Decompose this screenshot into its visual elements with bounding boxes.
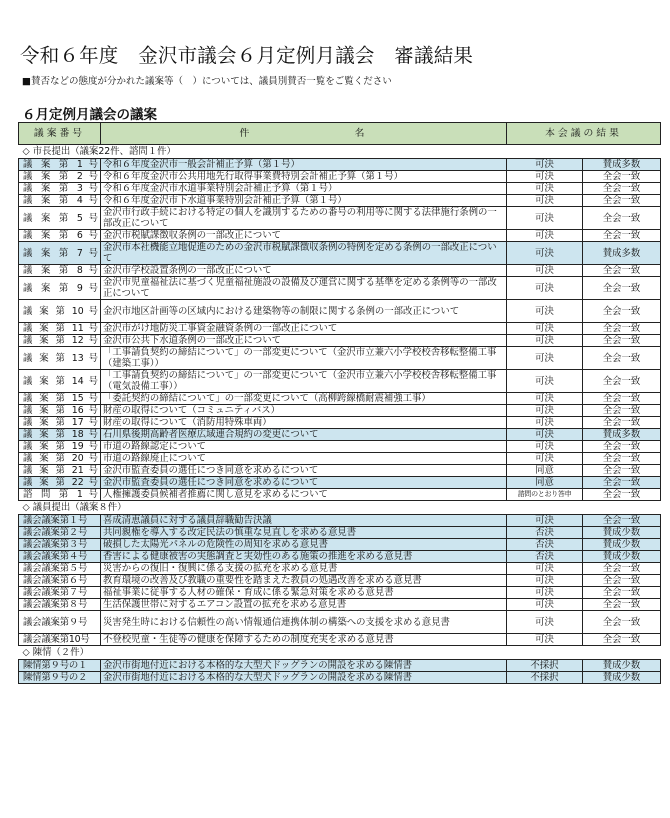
table-row (19, 672, 661, 684)
item-verdict: 可決 (507, 453, 583, 465)
item-number: 議会議案第２号 (19, 527, 101, 539)
page-note: ■賛否などの態度が分かれた議案等（ ）については、議員別賛否一覧をご覧ください (22, 76, 392, 87)
item-name: 金沢市街地付近における本格的な大型犬ドッグランの開設を求める陳情書 (101, 660, 507, 672)
item-verdict: 否決 (507, 539, 583, 551)
item-name: 香害による健康被害の実態調査と実効性のある施策の推進を求める意見書 (101, 551, 507, 563)
item-name: 令和６年度金沢市一般会計補正予算（第１号） (101, 159, 507, 171)
item-vote: 全会一致 (583, 599, 661, 611)
item-vote: 全会一致 (583, 489, 661, 501)
page-title: 令和６年度 金沢市議会６月定例月議会 審議結果 (20, 44, 474, 67)
item-number: 議 案 第 15 号 (19, 393, 101, 405)
item-verdict: 可決 (507, 230, 583, 242)
item-number: 議会議案第５号 (19, 563, 101, 575)
table-row (19, 453, 661, 465)
results-table (18, 122, 661, 684)
item-verdict: 可決 (507, 300, 583, 323)
item-vote: 全会一致 (583, 347, 661, 370)
item-vote: 賛成少数 (583, 527, 661, 539)
group-row (19, 145, 661, 159)
item-vote: 全会一致 (583, 265, 661, 277)
table-row (19, 489, 661, 501)
item-verdict: 可決 (507, 634, 583, 646)
item-number: 議 案 第 17 号 (19, 417, 101, 429)
item-name: 災害発生時における信頼性の高い情報通信連携体制の構築への支援を求める意見書 (101, 611, 507, 634)
item-verdict: 可決 (507, 441, 583, 453)
item-name: 金沢市本社機能立地促進のための金沢市税賦課徴収条例の特例を定める条例の一部改正について (101, 242, 507, 265)
item-name: 財産の取得について（コミュニティバス） (101, 405, 507, 417)
item-number: 議 案 第 21 号 (19, 465, 101, 477)
item-verdict: 可決 (507, 195, 583, 207)
table-row (19, 230, 661, 242)
item-name: 人権擁護委員候補者推薦に関し意見を求めるについて (101, 489, 507, 501)
table-row (19, 159, 661, 171)
item-vote: 全会一致 (583, 563, 661, 575)
table-header-row (19, 123, 661, 145)
item-name: 金沢市地区計画等の区域内における建築物等の制限に関する条例の一部改正について (101, 300, 507, 323)
item-number: 議 案 第 19 号 (19, 441, 101, 453)
item-verdict: 不採択 (507, 660, 583, 672)
table-row (19, 277, 661, 300)
item-number: 議 案 第 22 号 (19, 477, 101, 489)
item-name: 石川県後期高齢者医療広域連合規約の変更について (101, 429, 507, 441)
item-name: 教育環境の改善及び教職の重要性を踏まえた教員の処遇改善を求める意見書 (101, 575, 507, 587)
item-name: 金沢市監査委員の選任につき同意を求めるについて (101, 465, 507, 477)
table-row (19, 477, 661, 489)
item-number: 議 案 第 12 号 (19, 335, 101, 347)
item-vote: 賛成少数 (583, 551, 661, 563)
group-row (19, 501, 661, 515)
item-verdict: 否決 (507, 527, 583, 539)
table-row (19, 417, 661, 429)
item-name: 金沢市行政手続における特定の個人を識別するための番号の利用等に関する法律施行条例の一部改正について (101, 207, 507, 230)
group-row (19, 646, 661, 660)
table-row (19, 183, 661, 195)
item-verdict: 可決 (507, 405, 583, 417)
item-vote: 全会一致 (583, 370, 661, 393)
table-row (19, 323, 661, 335)
table-row (19, 551, 661, 563)
item-vote: 全会一致 (583, 417, 661, 429)
item-name: 「工事請負契約の締結について」の一部変更について（金沢市立兼六小学校校舎移転整備工事（建築工事）） (101, 347, 507, 370)
item-name: 金沢市がけ地防災工事資金融資条例の一部改正について (101, 323, 507, 335)
item-verdict: 可決 (507, 265, 583, 277)
item-vote: 全会一致 (583, 441, 661, 453)
item-vote: 全会一致 (583, 575, 661, 587)
item-vote: 全会一致 (583, 405, 661, 417)
group-title: ◇ 議員提出（議案８件） (19, 501, 661, 515)
item-name: 不登校児童・生徒等の健康を保障するための制度充実を求める意見書 (101, 634, 507, 646)
item-name: 共同親権を導入する改定民法の慎重な見直しを求める意見書 (101, 527, 507, 539)
table-row (19, 429, 661, 441)
item-number: 議会議案第６号 (19, 575, 101, 587)
item-vote: 全会一致 (583, 183, 661, 195)
table-row (19, 207, 661, 230)
table-row (19, 465, 661, 477)
item-verdict: 可決 (507, 587, 583, 599)
table-row (19, 599, 661, 611)
item-verdict: 可決 (507, 335, 583, 347)
group-title: ◇ 市長提出（議案22件、諮問１件） (19, 145, 661, 159)
item-number: 陳情第９号の１ (19, 660, 101, 672)
item-name: 「委託契約の締結について」の一部変更について（高柳跨線橋耐震補強工事） (101, 393, 507, 405)
item-verdict: 可決 (507, 563, 583, 575)
item-number: 議 案 第 10 号 (19, 300, 101, 323)
item-verdict: 不採択 (507, 672, 583, 684)
item-name: 金沢市街地付近における本格的な大型犬ドッグランの開設を求める陳情書 (101, 672, 507, 684)
table-row (19, 515, 661, 527)
item-name: 「工事請負契約の締結について」の一部変更について（金沢市立兼六小学校校舎移転整備工事（電気設備工事）） (101, 370, 507, 393)
table-row (19, 300, 661, 323)
table-row (19, 587, 661, 599)
item-vote: 全会一致 (583, 634, 661, 646)
item-number: 議 案 第 18 号 (19, 429, 101, 441)
item-verdict: 可決 (507, 171, 583, 183)
item-verdict: 可決 (507, 159, 583, 171)
item-name: 令和６年度金沢市水道事業特別会計補正予算（第１号） (101, 183, 507, 195)
item-verdict: 可決 (507, 242, 583, 265)
item-verdict: 可決 (507, 393, 583, 405)
item-vote: 賛成少数 (583, 660, 661, 672)
item-number: 議 案 第 13 号 (19, 347, 101, 370)
item-number: 議会議案第１号 (19, 515, 101, 527)
item-verdict: 可決 (507, 429, 583, 441)
table-row (19, 405, 661, 417)
item-number: 議 案 第 9 号 (19, 277, 101, 300)
item-vote: 賛成多数 (583, 429, 661, 441)
item-number: 議 案 第 6 号 (19, 230, 101, 242)
item-number: 議会議案第８号 (19, 599, 101, 611)
item-number: 議 案 第 1 号 (19, 159, 101, 171)
item-number: 議 案 第 16 号 (19, 405, 101, 417)
item-name: 金沢市学校設置条例の一部改正について (101, 265, 507, 277)
item-vote: 全会一致 (583, 515, 661, 527)
item-number: 議会議案第３号 (19, 539, 101, 551)
item-name: 福祉事業に従事する人材の確保・育成に係る緊急対策を求める意見書 (101, 587, 507, 599)
item-vote: 全会一致 (583, 587, 661, 599)
item-verdict: 諮問のとおり答申 (507, 489, 583, 501)
item-vote: 全会一致 (583, 230, 661, 242)
item-number: 議 案 第 8 号 (19, 265, 101, 277)
item-verdict: 可決 (507, 575, 583, 587)
item-vote: 賛成少数 (583, 539, 661, 551)
table-row (19, 611, 661, 634)
item-verdict: 可決 (507, 207, 583, 230)
header-number: 議案番号 (19, 123, 101, 145)
item-name: 生活保護世帯に対するエアコン設置の拡充を求める意見書 (101, 599, 507, 611)
item-vote: 全会一致 (583, 171, 661, 183)
table-row (19, 563, 661, 575)
item-number: 議会議案第７号 (19, 587, 101, 599)
section-title: ６月定例月議会の議案 (22, 107, 157, 123)
item-verdict: 可決 (507, 417, 583, 429)
item-number: 議 案 第 5 号 (19, 207, 101, 230)
table-row (19, 539, 661, 551)
table-row (19, 393, 661, 405)
table-row (19, 347, 661, 370)
item-name: 令和６年度金沢市公共用地先行取得事業費特別会計補正予算（第１号） (101, 171, 507, 183)
item-name: 金沢市児童福祉法に基づく児童福祉施設の設備及び運営に関する基準を定める条例等の一部改正について (101, 277, 507, 300)
table-row (19, 527, 661, 539)
item-verdict: 可決 (507, 611, 583, 634)
item-name: 破損した太陽光パネルの危険性の周知を求める意見書 (101, 539, 507, 551)
item-verdict: 可決 (507, 370, 583, 393)
item-number: 諮 問 第 1 号 (19, 489, 101, 501)
item-name: 財産の取得について（消防用特殊車両） (101, 417, 507, 429)
header-result: 本会議の結果 (507, 123, 661, 145)
item-name: 金沢市監査委員の選任につき同意を求めるについて (101, 477, 507, 489)
item-vote: 全会一致 (583, 195, 661, 207)
table-row (19, 171, 661, 183)
item-vote: 賛成多数 (583, 159, 661, 171)
item-verdict: 可決 (507, 277, 583, 300)
table-row (19, 660, 661, 672)
item-name: 市道の路線廃止について (101, 453, 507, 465)
item-vote: 全会一致 (583, 300, 661, 323)
item-vote: 全会一致 (583, 393, 661, 405)
item-number: 議会議案第10号 (19, 634, 101, 646)
item-verdict: 可決 (507, 599, 583, 611)
table-row (19, 634, 661, 646)
item-vote: 賛成少数 (583, 672, 661, 684)
table-row (19, 242, 661, 265)
item-number: 議 案 第 20 号 (19, 453, 101, 465)
item-verdict: 可決 (507, 323, 583, 335)
table-row (19, 370, 661, 393)
item-vote: 全会一致 (583, 323, 661, 335)
item-vote: 全会一致 (583, 335, 661, 347)
table-row (19, 195, 661, 207)
item-name: 災害からの復旧・復興に係る支援の拡充を求める意見書 (101, 563, 507, 575)
item-number: 議会議案第９号 (19, 611, 101, 634)
item-number: 議 案 第 4 号 (19, 195, 101, 207)
item-vote: 全会一致 (583, 465, 661, 477)
table-row (19, 335, 661, 347)
item-number: 議会議案第４号 (19, 551, 101, 563)
item-vote: 全会一致 (583, 453, 661, 465)
item-name: 令和６年度金沢市下水道事業特別会計補正予算（第１号） (101, 195, 507, 207)
table-row (19, 441, 661, 453)
item-name: 金沢市税賦課徴収条例の一部改正について (101, 230, 507, 242)
item-number: 陳情第９号の２ (19, 672, 101, 684)
table-row (19, 265, 661, 277)
item-verdict: 可決 (507, 515, 583, 527)
item-vote: 賛成多数 (583, 242, 661, 265)
item-vote: 全会一致 (583, 277, 661, 300)
item-verdict: 可決 (507, 183, 583, 195)
item-verdict: 同意 (507, 465, 583, 477)
table-row (19, 575, 661, 587)
header-name: 件 名 (101, 123, 507, 145)
item-vote: 全会一致 (583, 207, 661, 230)
item-number: 議 案 第 7 号 (19, 242, 101, 265)
item-vote: 全会一致 (583, 477, 661, 489)
item-number: 議 案 第 11 号 (19, 323, 101, 335)
item-number: 議 案 第 14 号 (19, 370, 101, 393)
item-vote: 全会一致 (583, 611, 661, 634)
item-name: 金沢市公共下水道条例の一部改正について (101, 335, 507, 347)
item-verdict: 否決 (507, 551, 583, 563)
item-number: 議 案 第 2 号 (19, 171, 101, 183)
group-title: ◇ 陳情（２件） (19, 646, 661, 660)
item-verdict: 可決 (507, 347, 583, 370)
item-name: 喜成清恵議員に対する議員辞職勧告決議 (101, 515, 507, 527)
item-name: 市道の路線認定について (101, 441, 507, 453)
item-verdict: 同意 (507, 477, 583, 489)
item-number: 議 案 第 3 号 (19, 183, 101, 195)
